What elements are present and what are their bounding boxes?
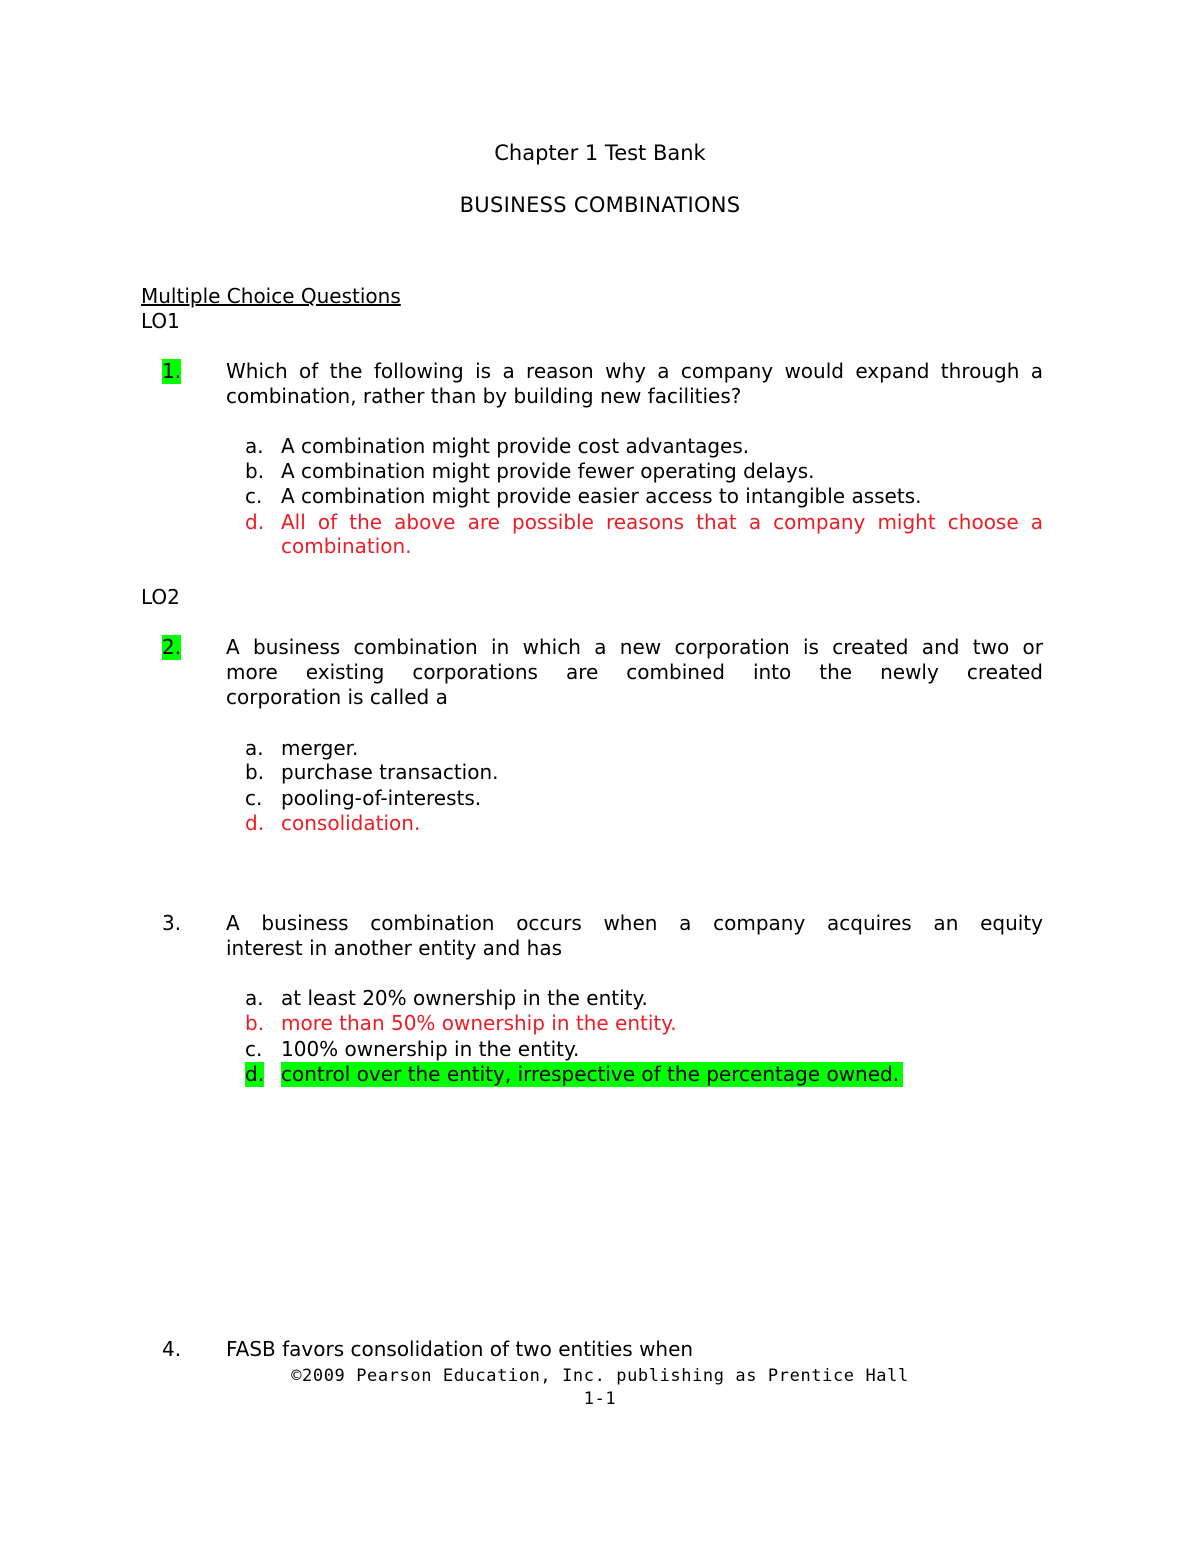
option-text: 100% ownership in the entity. xyxy=(281,1037,580,1061)
option-letter: b. xyxy=(245,459,265,483)
marked-option-text: more than 50% ownership in the entity. xyxy=(281,1011,677,1035)
correct-option-text: combination. xyxy=(281,534,412,558)
highlighted-option-text: control over the entity, irrespective of the percentage owned. xyxy=(281,1062,903,1087)
correct-option-letter: d. xyxy=(245,811,265,835)
option-letter: b. xyxy=(245,760,265,784)
option-text: at least 20% ownership in the entity. xyxy=(281,986,648,1010)
question-text: Which of the following is a reason why a company would expand through a xyxy=(226,359,1043,383)
question-number: 2. xyxy=(162,635,182,659)
option-letter: c. xyxy=(245,1037,263,1061)
option-text: merger. xyxy=(281,736,359,760)
question-text: A business combination in which a new corporation is created and two or xyxy=(226,635,1043,659)
correct-option-text: consolidation. xyxy=(281,811,421,835)
correct-option-text: All of the above are possible reasons that a company might choose a xyxy=(281,510,1043,534)
question-text: FASB favors consolidation of two entities when xyxy=(226,1337,694,1361)
question-text: interest in another entity and has xyxy=(226,936,562,960)
marked-option-letter: b. xyxy=(245,1011,265,1035)
question-text: more existing corporations are combined into the newly created xyxy=(226,660,1043,684)
lo-label-2: LO2 xyxy=(141,585,180,609)
option-letter: c. xyxy=(245,484,263,508)
question-number: 4. xyxy=(162,1337,182,1361)
option-text: purchase transaction. xyxy=(281,760,499,784)
option-letter: a. xyxy=(245,736,264,760)
question-text: combination, rather than by building new facilities? xyxy=(226,384,742,408)
option-text: A combination might provide fewer operating delays. xyxy=(281,459,815,483)
correct-option-letter: d. xyxy=(245,510,265,534)
question-number: 1. xyxy=(162,359,182,383)
section-heading: Multiple Choice Questions xyxy=(141,284,401,308)
chapter-title: Chapter 1 Test Bank xyxy=(494,141,706,165)
option-text: A combination might provide easier access to intangible assets. xyxy=(281,484,922,508)
document-title: BUSINESS COMBINATIONS xyxy=(459,193,741,217)
option-text: A combination might provide cost advantages. xyxy=(281,434,750,458)
option-letter: a. xyxy=(245,434,264,458)
question-text: A business combination occurs when a company acquires an equity xyxy=(226,911,1043,935)
question-text: corporation is called a xyxy=(226,685,448,709)
option-letter: c. xyxy=(245,786,263,810)
option-text: pooling-of-interests. xyxy=(281,786,482,810)
option-letter: a. xyxy=(245,986,264,1010)
lo-label-1: LO1 xyxy=(141,309,180,333)
page-number: 1-1 xyxy=(583,1389,617,1409)
highlighted-option-letter: d. xyxy=(245,1062,265,1086)
question-number: 3. xyxy=(162,911,182,935)
copyright-footer: ©2009 Pearson Education, Inc. publishing as Prentice Hall xyxy=(291,1366,909,1386)
